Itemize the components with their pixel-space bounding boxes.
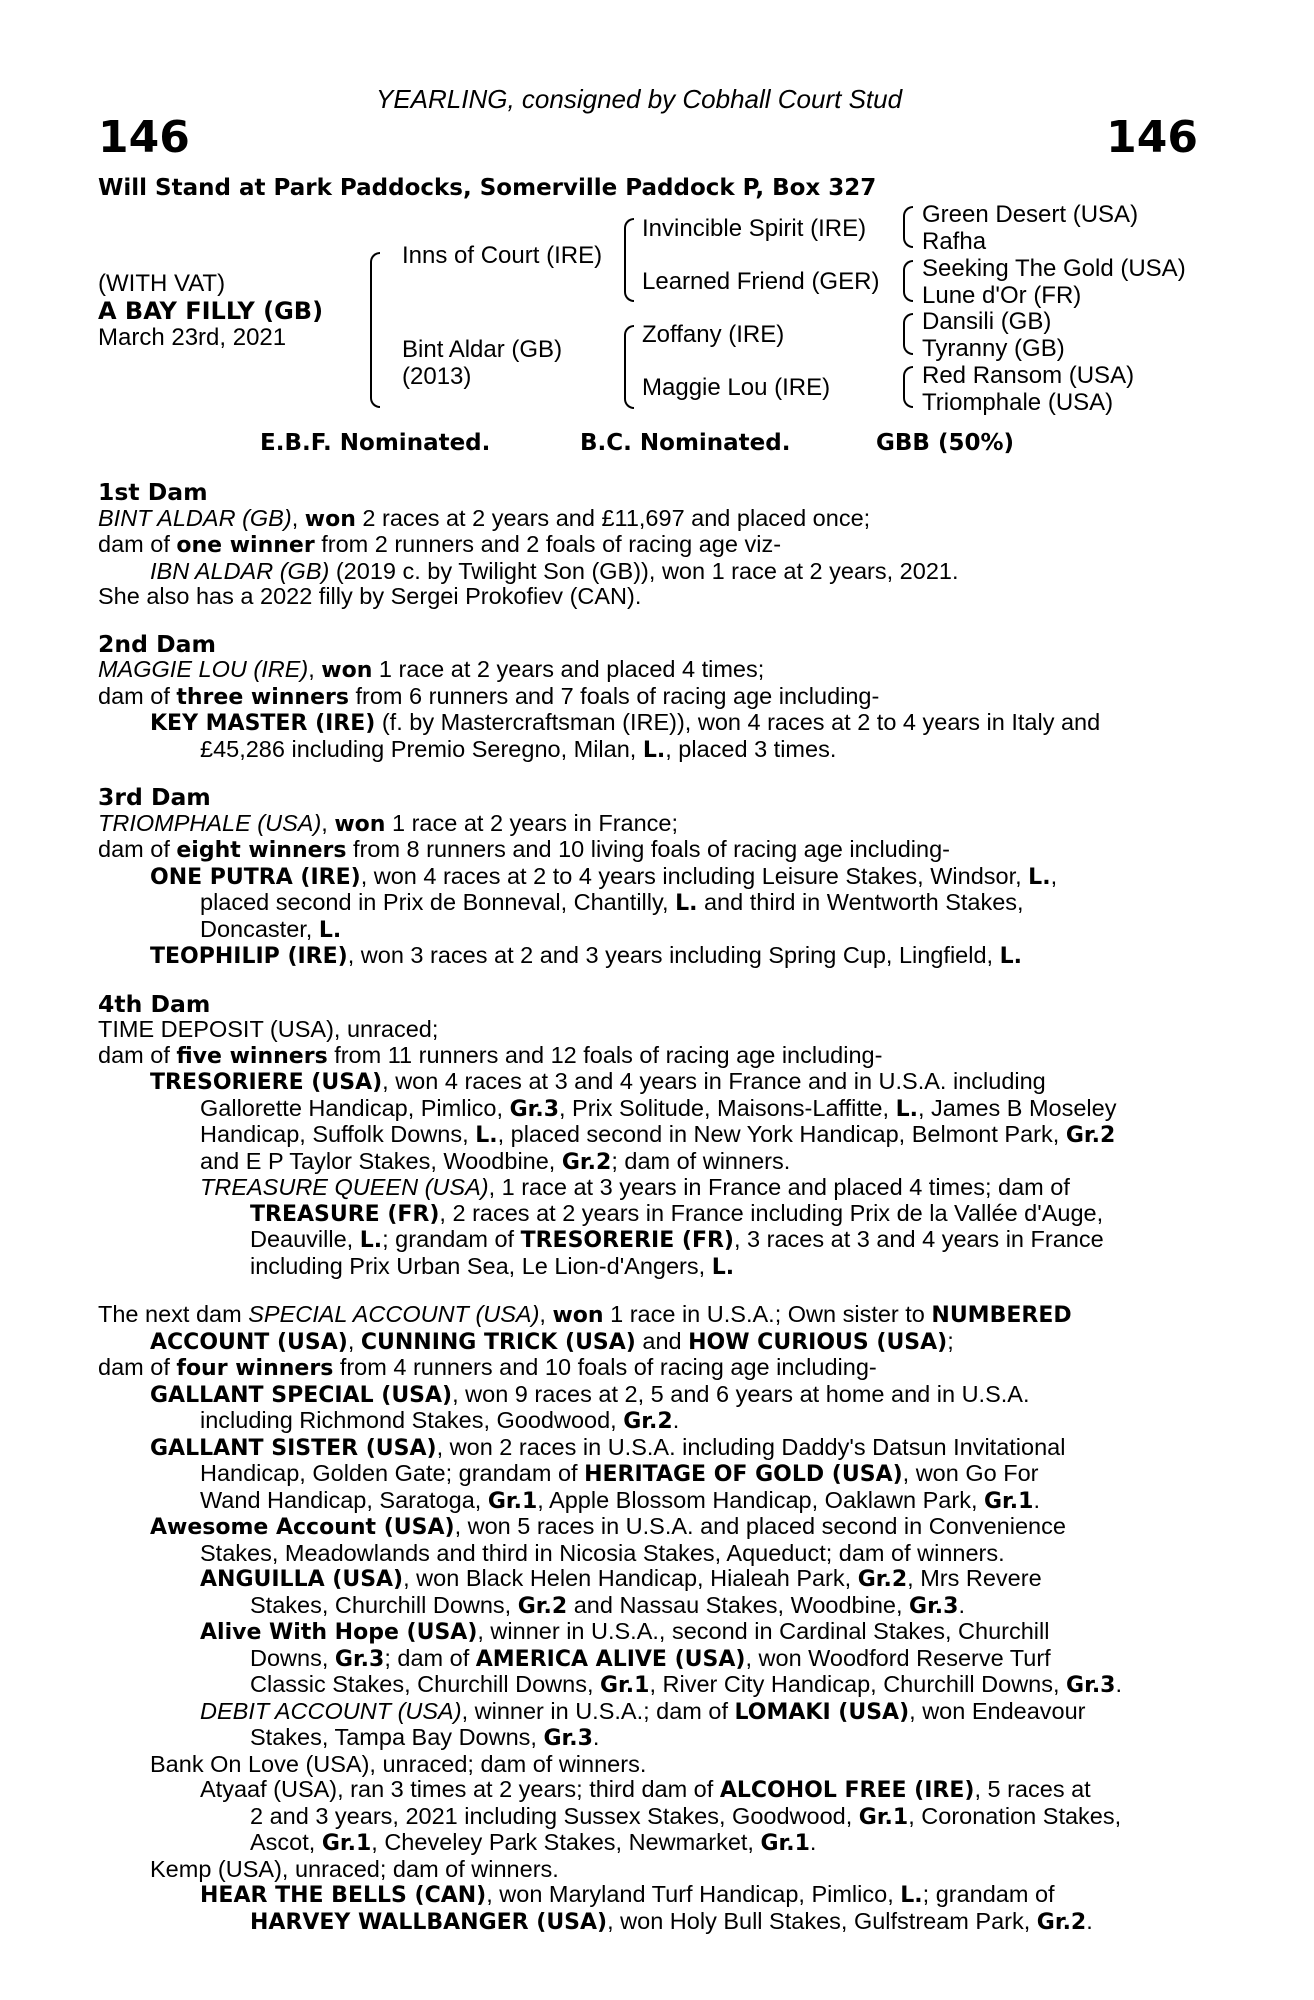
text-run: , won Endeavour — [909, 1697, 1086, 1724]
pedigree-dam-sire: Zoffany (IRE) — [642, 321, 785, 348]
text-run: Doncaster, — [200, 915, 319, 942]
pedigree-section — [98, 480, 1192, 610]
text-run: , — [308, 656, 322, 682]
text-run: She also has a 2022 filly by Sergei Prokofiev (CAN). — [98, 583, 642, 609]
pedigree-dam: Bint Aldar (GB) — [402, 336, 563, 363]
pedigree-gen3-7: Red Ransom (USA) — [922, 362, 1135, 389]
bold-text: TREASURE (FR) — [250, 1201, 440, 1227]
bold-text: HERITAGE OF GOLD (USA) — [584, 1462, 903, 1487]
text-run: and Nassau Stakes, Woodbine, — [567, 1591, 910, 1618]
bold-text: Gr.1 — [984, 1488, 1034, 1514]
entry-line — [98, 1541, 1192, 1567]
bold-text: won — [552, 1303, 604, 1328]
consignment-heading: YEARLING, consigned by Cobhall Court Stud — [376, 84, 903, 114]
bold-text: TEOPHILIP (IRE) — [150, 944, 348, 969]
entry-line — [98, 1254, 1192, 1281]
text-run: Stakes, Meadowlands and third in Nicosia Stakes, Aqueduct; dam of winners. — [200, 1539, 1005, 1566]
bold-text: eight winners — [176, 838, 347, 863]
text-run: , — [1050, 862, 1058, 889]
entry-line — [98, 1201, 1192, 1228]
text-run: from 2 runners and 2 foals of racing age viz- — [314, 531, 782, 557]
bold-text: won — [321, 658, 373, 683]
text-run: dam of — [98, 836, 177, 862]
text-run: dam of — [98, 1354, 177, 1380]
text-run: , Apple Blossom Handicap, Oaklawn Park, — [537, 1486, 984, 1513]
bold-text: Gr.3 — [509, 1096, 559, 1122]
text-run: , won Holy Bull Stakes, Gulfstream Park, — [607, 1907, 1037, 1934]
text-run: placed second in Prix de Bonneval, Chantilly, — [200, 889, 676, 915]
text-run: , won 4 races at 3 and 4 years in France and in U.S.A. including — [382, 1068, 1046, 1094]
text-run: , 1 race at 3 years in France and placed 4 times; dam of — [488, 1174, 1070, 1200]
entry-line — [98, 559, 1192, 585]
bold-text: TRESORIERE (USA) — [150, 1070, 383, 1095]
text-run: from 11 runners and 12 foals of racing age including- — [327, 1041, 883, 1068]
text-run: , — [347, 1327, 361, 1354]
entry-line — [98, 1672, 1192, 1699]
text-run: Ascot, — [250, 1829, 322, 1855]
bold-text: TRESORERIE (FR) — [520, 1228, 734, 1253]
entry-line — [98, 1227, 1192, 1254]
entry-line — [98, 1514, 1192, 1541]
italic-text: IBN ALDAR (GB) — [150, 557, 330, 584]
pedigree-gen3-4: Lune d'Or (FR) — [922, 282, 1082, 309]
entry-line — [98, 1175, 1192, 1201]
text-run: , 5 races at — [974, 1776, 1091, 1802]
bold-text: ONE PUTRA (IRE) — [150, 864, 361, 890]
bold-text: L. — [475, 1123, 498, 1148]
entry-line — [98, 1382, 1192, 1409]
bold-text: HEAR THE BELLS (CAN) — [200, 1883, 487, 1908]
pedigree-sire: Inns of Court (IRE) — [402, 242, 603, 269]
text-run: . — [592, 1724, 600, 1750]
pedigree-gen3-1: Green Desert (USA) — [922, 201, 1139, 228]
pedigree-gen3-6: Tyranny (GB) — [922, 335, 1065, 362]
bold-text: ANGUILLA (USA) — [200, 1567, 404, 1592]
text-run: , won 2 races in U.S.A. including Daddy's Datsun Invitational — [436, 1433, 1066, 1460]
pedigree-section — [98, 629, 1192, 764]
text-run: Stakes, Churchill Downs, — [250, 1591, 518, 1618]
entry-line — [98, 532, 1192, 559]
italic-text: SPECIAL ACCOUNT (USA) — [248, 1301, 540, 1327]
italic-text: MAGGIE LOU (IRE) — [98, 656, 309, 682]
pedigree-brace-ss — [903, 206, 913, 248]
entry-line — [98, 1149, 1192, 1176]
text-run: ; dam of winners. — [611, 1147, 791, 1174]
text-run: from 4 runners and 10 foals of racing age including- — [333, 1354, 877, 1380]
bold-text: HARVEY WALLBANGER (USA) — [250, 1909, 608, 1935]
bold-text: Gr.2 — [561, 1149, 612, 1175]
text-run: from 8 runners and 10 living foals of racing age including- — [346, 836, 950, 862]
bold-text: NUMBERED — [931, 1303, 1072, 1328]
bold-text: KEY MASTER (IRE) — [150, 711, 376, 736]
text-run: , — [321, 809, 335, 836]
bold-text: three winners — [176, 684, 349, 710]
lot-number-left: 146 — [98, 112, 190, 163]
bold-text: Gr.2 — [857, 1567, 908, 1592]
entry-line — [98, 1122, 1192, 1149]
section-title: 3rd Dam — [98, 783, 211, 811]
bold-text: Awesome Account (USA) — [150, 1515, 455, 1540]
entry-line — [98, 1619, 1192, 1646]
section-title: 2nd Dam — [98, 629, 216, 658]
entry-line — [98, 1435, 1192, 1462]
text-run: , 2 races at 2 years in France including Prix de la Vallée d'Auge, — [439, 1199, 1104, 1226]
italic-text: TREASURE QUEEN (USA) — [200, 1174, 489, 1200]
text-run: 1 race in U.S.A.; Own sister to — [603, 1301, 932, 1327]
text-run: TIME DEPOSIT (USA), unraced; — [98, 1016, 439, 1042]
pedigree-section — [98, 989, 1192, 1281]
text-run: , won 5 races in U.S.A. and placed second in Convenience — [454, 1513, 1066, 1539]
text-run: , won Woodford Reserve Turf — [745, 1644, 1051, 1671]
bold-text: L. — [1028, 864, 1051, 890]
text-run: , won Maryland Turf Handicap, Pimlico, — [486, 1881, 901, 1907]
bold-text: Gr.1 — [760, 1831, 810, 1856]
entry-line — [98, 657, 1192, 684]
pedigree-brace-dd — [903, 366, 913, 408]
entry-line — [98, 917, 1192, 944]
bold-text: ACCOUNT (USA) — [150, 1329, 348, 1355]
text-run: ; — [947, 1327, 954, 1354]
bold-text: won — [334, 811, 386, 837]
pedigree-brace-ds — [903, 313, 913, 355]
text-run: and third in Wentworth Stakes, — [697, 889, 1024, 915]
pedigree-section — [98, 1302, 1192, 1935]
bold-text: Gr.3 — [334, 1646, 385, 1672]
text-run: dam of — [98, 1041, 177, 1068]
text-run: , Coronation Stakes, — [908, 1802, 1122, 1829]
bold-text: GALLANT SISTER (USA) — [150, 1435, 437, 1461]
text-run: Stakes, Tampa Bay Downs, — [250, 1724, 544, 1750]
text-run: dam of — [98, 531, 177, 557]
text-run: dam of — [98, 682, 177, 709]
bold-text: Gr.3 — [909, 1593, 959, 1619]
entry-line — [98, 1302, 1192, 1329]
entry-line — [98, 837, 1192, 864]
bold-text: AMERICA ALIVE (USA) — [475, 1646, 746, 1672]
text-run: and E P Taylor Stakes, Woodbine, — [200, 1147, 562, 1174]
text-run: , won Black Helen Handicap, Hialeah Park, — [403, 1565, 858, 1591]
bold-text: Gr.3 — [1066, 1673, 1116, 1698]
text-run: , Prix Solitude, Maisons-Laffitte, — [559, 1094, 896, 1121]
bold-text: L. — [900, 1883, 923, 1908]
gbb-note: GBB (50%) — [876, 430, 1015, 456]
text-run: (2019 c. by Twilight Son (GB)), won 1 race at 2 years, 2021. — [329, 557, 959, 584]
pedigree-dam-dam: Maggie Lou (IRE) — [642, 374, 831, 401]
ebf-nomination: E.B.F. Nominated. — [260, 430, 491, 456]
bold-text: HOW CURIOUS (USA) — [688, 1329, 948, 1355]
entry-line — [98, 1909, 1192, 1936]
bold-text: Gr.1 — [321, 1831, 372, 1856]
text-run: , won Go For — [902, 1460, 1039, 1486]
text-run: including Richmond Stakes, Goodwood, — [200, 1407, 624, 1433]
text-run: Atyaaf (USA), ran 3 times at 2 years; third dam of — [200, 1776, 720, 1802]
bold-text: Gr.1 — [487, 1488, 538, 1514]
entry-line — [98, 864, 1192, 891]
text-run: 2 and 3 years, 2021 including Sussex Stakes, Goodwood, — [250, 1802, 859, 1829]
text-run: . — [1086, 1907, 1093, 1934]
italic-text: BINT ALDAR (GB) — [98, 504, 292, 531]
bold-text: four winners — [176, 1356, 334, 1381]
text-run: Downs, — [250, 1644, 335, 1671]
pedigree-section — [98, 785, 1192, 970]
text-run: Classic Stakes, Churchill Downs, — [250, 1671, 600, 1697]
bold-text: five winners — [176, 1043, 328, 1069]
text-run: Bank On Love (USA), unraced; dam of winners. — [150, 1750, 647, 1777]
italic-text: TRIOMPHALE (USA) — [98, 809, 322, 836]
entry-line — [98, 1096, 1192, 1123]
text-run: , Mrs Revere — [907, 1565, 1042, 1591]
text-run: £45,286 including Premio Seregno, Milan, — [200, 735, 643, 762]
stand-location: Will Stand at Park Paddocks, Somerville Paddock P, Box 327 — [98, 175, 877, 201]
entry-line — [98, 1882, 1192, 1909]
bold-text: L. — [318, 917, 342, 943]
text-run: . — [672, 1407, 680, 1433]
bold-text: LOMAKI (USA) — [734, 1699, 910, 1725]
bold-text: CUNNING TRICK (USA) — [360, 1329, 636, 1355]
entry-line — [98, 506, 1192, 533]
text-run: , — [539, 1301, 553, 1327]
text-run: ; grandam of — [922, 1881, 1055, 1907]
entry-line — [98, 710, 1192, 737]
entry-line — [98, 1461, 1192, 1488]
text-run: . — [1115, 1671, 1123, 1697]
bold-text: Gr.2 — [1065, 1123, 1116, 1148]
section-title: 4th Dam — [98, 989, 211, 1018]
catalogue-body — [98, 480, 1192, 1957]
entry-line — [98, 1488, 1192, 1515]
bc-nomination: B.C. Nominated. — [580, 430, 791, 456]
lot-number-right: 146 — [1106, 112, 1198, 163]
text-run: Handicap, Suffolk Downs, — [200, 1121, 476, 1147]
bold-text: won — [304, 506, 356, 532]
entry-line — [98, 1593, 1192, 1620]
text-run: 1 race at 2 years and placed 4 times; — [372, 656, 765, 682]
bold-text: Gr.2 — [623, 1409, 673, 1434]
text-run: . — [809, 1829, 817, 1855]
horse-name: A BAY FILLY (GB) — [98, 297, 324, 325]
text-run: , won 3 races at 2 and 3 years including Spring Cup, Lingfield, — [347, 942, 1000, 968]
text-run: Gallorette Handicap, Pimlico, — [200, 1094, 510, 1121]
bold-text: ALCOHOL FREE (IRE) — [719, 1778, 975, 1803]
entry-line — [98, 1043, 1192, 1070]
bold-text: L. — [999, 944, 1022, 969]
text-run: Handicap, Golden Gate; grandam of — [200, 1460, 585, 1486]
pedigree-brace-sd — [903, 260, 913, 302]
text-run: 1 race at 2 years in France; — [385, 809, 679, 836]
bold-text: L. — [675, 891, 698, 916]
section-title: 1st Dam — [98, 478, 208, 506]
pedigree-brace-sire — [624, 218, 634, 302]
bold-text: Gr.2 — [1036, 1909, 1087, 1935]
entry-line — [98, 1725, 1192, 1752]
entry-line — [98, 1408, 1192, 1435]
pedigree-brace-gen1 — [370, 252, 380, 408]
bold-text: Alive With Hope (USA) — [200, 1620, 478, 1645]
text-run: , River City Handicap, Churchill Downs, — [649, 1671, 1067, 1697]
text-run: , placed second in New York Handicap, Belmont Park, — [497, 1121, 1066, 1147]
bold-text: Gr.1 — [600, 1673, 650, 1698]
bold-text: L. — [359, 1228, 383, 1253]
entry-line — [98, 1830, 1192, 1857]
text-run: Deauville, — [250, 1226, 360, 1252]
text-run: and — [635, 1327, 689, 1354]
bold-text: Gr.2 — [517, 1593, 568, 1619]
text-run: , Cheveley Park Stakes, Newmarket, — [371, 1829, 761, 1855]
text-run: 2 races at 2 years and £11,697 and placed once; — [355, 504, 871, 531]
text-run: . — [958, 1591, 965, 1618]
bold-text: one winner — [176, 533, 315, 558]
text-run: , 3 races at 3 and 4 years in France — [733, 1226, 1104, 1252]
text-run: Kemp (USA), unraced; dam of winners. — [150, 1855, 559, 1882]
italic-text: DEBIT ACCOUNT (USA) — [200, 1697, 462, 1724]
text-run: including Prix Urban Sea, Le Lion-d'Angers, — [250, 1252, 712, 1279]
entry-line — [98, 737, 1192, 764]
text-run: . — [1033, 1486, 1040, 1513]
text-run: , placed 3 times. — [665, 735, 837, 762]
entry-line — [98, 1699, 1192, 1726]
pedigree-sire-sire: Invincible Spirit (IRE) — [642, 215, 867, 242]
bold-text: L. — [642, 737, 666, 763]
entry-line — [98, 1566, 1192, 1593]
text-run: from 6 runners and 7 foals of racing age including- — [348, 682, 880, 709]
text-run: , James B Moseley — [917, 1094, 1117, 1121]
entry-line — [98, 1804, 1192, 1831]
entry-line — [98, 1646, 1192, 1673]
pedigree-dam-year: (2013) — [402, 363, 472, 390]
entry-line — [98, 1752, 1192, 1778]
text-run: , won 9 races at 2, 5 and 6 years at home and in U.S.A. — [452, 1380, 1030, 1407]
text-run: ; dam of — [384, 1644, 476, 1671]
entry-line — [98, 1857, 1192, 1883]
foaling-date: March 23rd, 2021 — [98, 324, 287, 351]
pedigree-gen3-2: Rafha — [922, 228, 987, 255]
pedigree-brace-dam — [624, 325, 634, 409]
text-run: The next dam — [98, 1301, 249, 1327]
text-run: , winner in U.S.A.; dam of — [461, 1697, 735, 1724]
bold-text: L. — [711, 1254, 735, 1280]
entry-line — [98, 584, 1192, 610]
bold-text: GALLANT SPECIAL (USA) — [150, 1382, 453, 1408]
text-run: ; grandam of — [382, 1226, 521, 1252]
pedigree-gen3-8: Triomphale (USA) — [922, 389, 1114, 416]
text-run: (f. by Mastercraftsman (IRE)), won 4 races at 2 to 4 years in Italy and — [375, 709, 1101, 735]
pedigree-gen3-5: Dansili (GB) — [922, 308, 1052, 335]
bold-text: Gr.3 — [543, 1726, 593, 1751]
entry-line — [98, 943, 1192, 970]
text-run: Wand Handicap, Saratoga, — [200, 1486, 488, 1513]
entry-line — [98, 811, 1192, 838]
bold-text: L. — [895, 1096, 918, 1122]
entry-line — [98, 1017, 1192, 1043]
entry-line — [98, 684, 1192, 711]
text-run: , won 4 races at 2 to 4 years including Leisure Stakes, Windsor, — [360, 862, 1029, 889]
bold-text: Gr.1 — [858, 1804, 909, 1830]
entry-line — [98, 1329, 1192, 1356]
pedigree-sire-dam: Learned Friend (GER) — [642, 268, 880, 295]
entry-line — [98, 890, 1192, 917]
entry-line — [98, 1777, 1192, 1804]
vat-note: (WITH VAT) — [98, 270, 226, 297]
entry-line — [98, 1069, 1192, 1096]
text-run: , winner in U.S.A., second in Cardinal Stakes, Churchill — [477, 1618, 1050, 1644]
pedigree-gen3-3: Seeking The Gold (USA) — [922, 255, 1186, 282]
entry-line — [98, 1355, 1192, 1382]
text-run: , — [291, 504, 305, 531]
